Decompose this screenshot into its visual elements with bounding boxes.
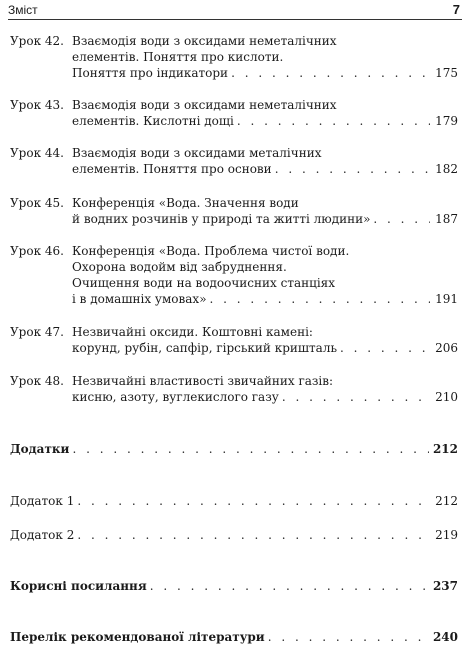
toc-entry-useful-links[interactable] [10, 578, 458, 594]
entry-title-line: Взаємодія води з оксидами неметалічних [72, 98, 340, 112]
lesson-number: Урок 47. [10, 325, 64, 339]
dot-leader [237, 113, 430, 129]
dot-leader [340, 340, 430, 356]
toc-entry-lesson-42[interactable] [10, 33, 458, 81]
entry-title: Перелік рекомендованої літератури [10, 630, 265, 644]
entry-page-number: 210 [435, 390, 458, 404]
entry-title-line: корунд, рубін, сапфір, гірський кришталь [72, 341, 337, 355]
dot-leader [373, 211, 430, 227]
entry-title: Додатки [10, 442, 70, 456]
entry-title-line: елементів. Поняття про основи [72, 162, 272, 176]
entry-title: Додаток 1 [10, 494, 75, 508]
dot-leader [72, 441, 428, 457]
dot-leader [77, 527, 430, 543]
entry-page-number: 179 [435, 114, 458, 128]
toc-entry-literature[interactable] [10, 629, 458, 645]
entry-title-line: Незвичайні оксиди. Коштовні камені: [72, 325, 316, 339]
lesson-number: Урок 42. [10, 34, 64, 48]
entry-title-line: кисню, азоту, вуглекислого газу [72, 390, 279, 404]
toc-entry-lesson-46[interactable] [10, 243, 458, 307]
entry-page-number: 175 [435, 66, 458, 80]
dot-leader [275, 161, 430, 177]
lesson-number: Урок 46. [10, 244, 64, 258]
toc-entry-appendices[interactable] [10, 441, 458, 457]
entry-title-line: елементів. Поняття про кислоти. [72, 50, 286, 64]
entry-page-number: 206 [435, 341, 458, 355]
entry-title-line: елементів. Кислотні дощі [72, 114, 234, 128]
entry-title-line: Конференція «Вода. Значення води [72, 196, 302, 210]
toc-entry-lesson-47[interactable] [10, 324, 458, 356]
toc-entry-lesson-48[interactable] [10, 373, 458, 405]
running-head-section: Зміст [8, 3, 38, 17]
entry-title-line: Взаємодія води з оксидами неметалічних [72, 34, 340, 48]
entry-title-line: Поняття про індикатори [72, 66, 229, 80]
entry-title-line: Очищення води на водоочисних станціях [72, 276, 338, 290]
dot-leader [282, 389, 430, 405]
entry-title-line: Взаємодія води з оксидами металічних [72, 146, 324, 160]
toc-entry-appendix-1[interactable] [10, 493, 458, 509]
entry-page-number: 191 [435, 292, 458, 306]
entry-page-number: 182 [435, 162, 458, 176]
dot-leader [231, 65, 430, 81]
entry-title-line: і в домашніх умовах» [72, 292, 207, 306]
dot-leader [77, 493, 430, 509]
toc-entry-lesson-43[interactable] [10, 97, 458, 129]
dot-leader [150, 578, 429, 594]
entry-page-number: 187 [435, 212, 458, 226]
toc-entry-appendix-2[interactable] [10, 527, 458, 543]
toc-entry-lesson-44[interactable] [10, 145, 458, 177]
entry-title-line: Незвичайні властивості звичайних газів: [72, 374, 336, 388]
entry-title: Корисні посилання [10, 579, 147, 593]
dot-leader [210, 291, 430, 307]
entry-page-number: 240 [432, 630, 458, 644]
lesson-number: Урок 45. [10, 196, 64, 210]
page-header [8, 2, 462, 20]
entry-title-line: Охорона водойм від забруднення. [72, 260, 290, 274]
entry-title-line: й водних розчинів у природі та житті людини» [72, 212, 371, 226]
entry-title: Додаток 2 [10, 528, 75, 542]
lesson-number: Урок 48. [10, 374, 64, 388]
dot-leader [268, 629, 429, 645]
entry-page-number: 237 [432, 579, 458, 593]
toc-entry-lesson-45[interactable] [10, 195, 458, 227]
entry-page-number: 212 [432, 442, 458, 456]
entry-title-line: Конференція «Вода. Проблема чистої води. [72, 244, 352, 258]
running-head-page-number: 7 [452, 2, 460, 17]
entry-page-number: 219 [435, 528, 458, 542]
entry-page-number: 212 [435, 494, 458, 508]
lesson-number: Урок 44. [10, 146, 64, 160]
lesson-number: Урок 43. [10, 98, 64, 112]
